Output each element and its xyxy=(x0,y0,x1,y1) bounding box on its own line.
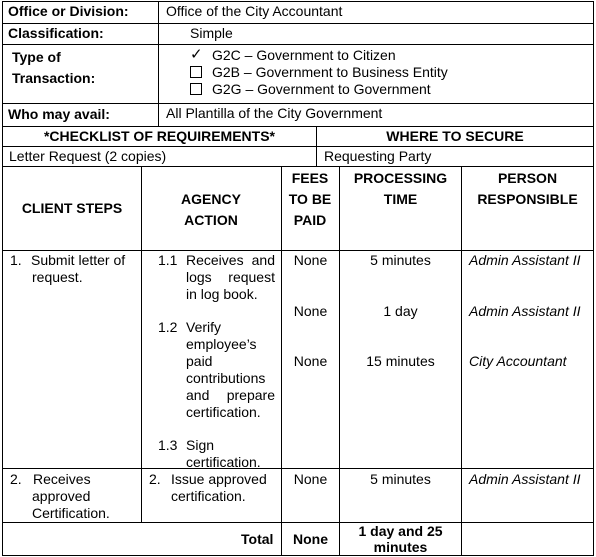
requirement-where: Requesting Party xyxy=(324,148,432,164)
column-header-fees: FEES TO BE PAID xyxy=(288,170,332,228)
action-text: Issue approved certification. xyxy=(171,471,267,504)
total-time: 1 day and 25 minutes xyxy=(358,523,443,555)
requirement-item: Letter Request (2 copies) xyxy=(9,148,167,164)
person-value: Admin Assistant II xyxy=(469,252,581,268)
classification-label: Classification: xyxy=(8,25,104,41)
office-value: Office of the City Accountant xyxy=(166,3,343,19)
avail-label: Who may avail: xyxy=(8,106,110,122)
transaction-type-g2c: G2C – Government to Citizen xyxy=(212,47,396,63)
action-number: 1.3 xyxy=(158,437,178,453)
total-label: Total xyxy=(241,531,274,547)
transaction-type-g2b: G2B – Government to Business Entity xyxy=(212,64,448,80)
type-label: Type of Transaction: xyxy=(12,49,96,86)
where-to-secure-header: WHERE TO SECURE xyxy=(386,128,524,144)
column-header-processing-time: PROCESSING TIME xyxy=(353,170,448,207)
checkbox-empty-icon xyxy=(190,66,202,78)
checkbox-empty-icon xyxy=(190,83,202,95)
column-header-client-steps: CLIENT STEPS xyxy=(21,200,123,216)
time-value: 5 minutes xyxy=(370,252,431,268)
fee-value: None xyxy=(293,353,328,369)
action-text: Sign certification. xyxy=(186,437,261,470)
person-value: Admin Assistant II xyxy=(469,303,581,319)
checkmark-icon: ✓ xyxy=(190,45,203,63)
action-number: 1.2 xyxy=(158,319,178,335)
classification-value: Simple xyxy=(190,25,233,41)
fee-value: None xyxy=(293,252,328,268)
fee-value: None xyxy=(293,303,328,319)
column-header-person-responsible: PERSON RESPONSIBLE xyxy=(477,170,578,207)
checklist-header: *CHECKLIST OF REQUIREMENTS* xyxy=(43,128,275,144)
client-step-text: Submit letter of request. xyxy=(31,252,126,285)
action-number: 2. xyxy=(149,471,161,487)
person-value: City Accountant xyxy=(469,353,567,369)
time-value: 1 day xyxy=(383,303,418,319)
total-fees: None xyxy=(293,531,328,547)
action-text: Receives and logs request in log book. xyxy=(186,252,275,302)
client-step-number: 2. xyxy=(10,471,22,487)
column-header-agency-action: AGENCY ACTION xyxy=(181,191,241,228)
avail-value: All Plantilla of the City Government xyxy=(166,105,383,121)
action-text: Verify employee’s paid contributions and prepare certification. xyxy=(186,319,275,420)
transaction-type-g2g: G2G – Government to Government xyxy=(212,81,431,97)
client-step-text: Receives approved Certification. xyxy=(32,471,110,521)
office-label: Office or Division: xyxy=(8,3,129,19)
fee-value: None xyxy=(293,471,328,487)
action-number: 1.1 xyxy=(158,252,178,268)
person-value: Admin Assistant II xyxy=(469,471,581,487)
time-value: 15 minutes xyxy=(366,353,435,369)
client-step-number: 1. xyxy=(10,252,22,268)
time-value: 5 minutes xyxy=(370,471,431,487)
